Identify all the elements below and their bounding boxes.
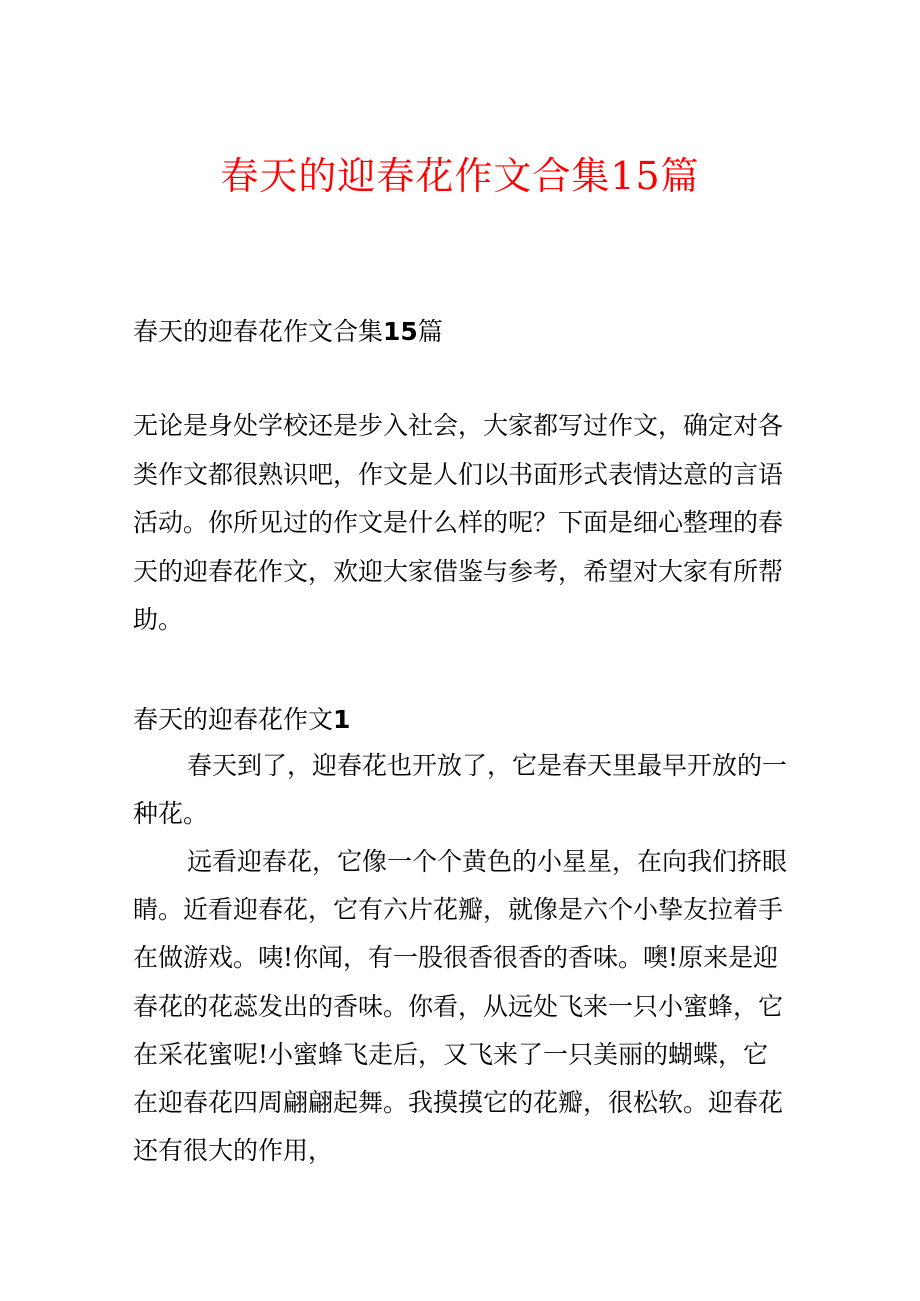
subtitle-number: 15 <box>383 317 418 346</box>
section-heading-text: 春天的迎春花作文 <box>133 705 334 734</box>
document-title: 春天的迎春花作文合集15篇 <box>220 154 700 198</box>
subtitle-text: 春天的迎春花作文合集 <box>133 317 384 346</box>
intro-paragraph: 无论是身处学校还是步入社会，大家都写过作文，确定对各类作文都很熟识吧，作文是人们以书面形式表情达意的言语活动。你所见过的作文是什么样的呢？下面是细心整理的春天的迎春花作文，欢迎大家借鉴与参考，希望对大家有所帮助。 <box>133 411 784 634</box>
document-subtitle <box>133 312 443 352</box>
body-paragraph: 远看迎春花，它像一个个黄色的小星星，在向我们挤眼睛。近看迎春花，它有六片花瓣，就像是六个小挚友拉着手在做游戏。咦!你闻，有一股很香很香的香味。噢!原来是迎春花的花蕊发出的香味。你看，从远处飞来一只小蜜蜂，它在采花蜜呢!小蜜蜂飞走后，又飞来了一只美丽的蝴蝶，它在迎春花四周翩翩起舞。我摸摸它的花瓣，很松软。迎春花还有很大的作用， <box>133 847 788 1166</box>
subtitle-suffix: 篇 <box>417 317 443 346</box>
body-paragraph: 春天到了，迎春花也开放了，它是春天里最早开放的一种花。 <box>133 751 788 829</box>
section-heading <box>133 696 350 744</box>
section-heading-number: 1 <box>333 705 351 734</box>
